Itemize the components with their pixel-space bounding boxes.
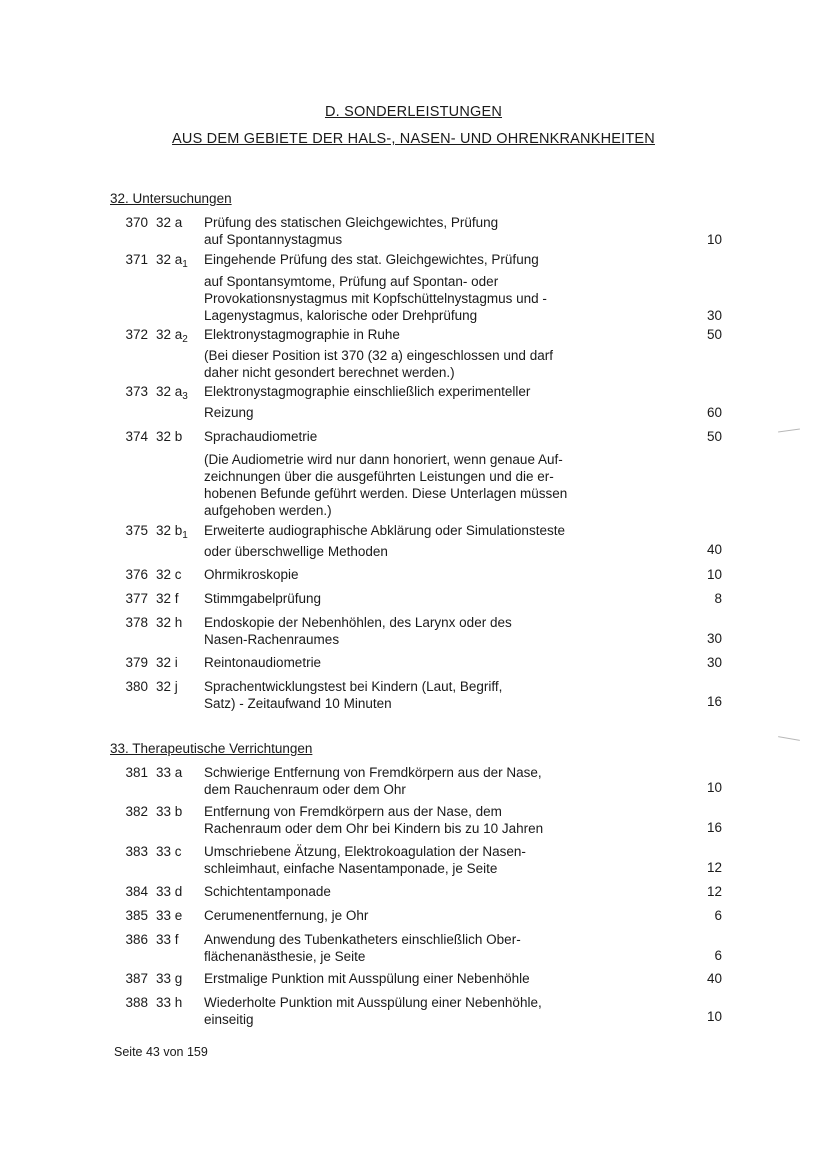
points-value: 10: [706, 232, 722, 247]
position-number: 382: [125, 804, 148, 819]
tariff-code: 32 j: [156, 679, 178, 694]
service-description-continued: Reizung: [204, 405, 254, 420]
tariff-code: 32 $a_2$: [156, 327, 188, 345]
position-number: 371: [125, 252, 148, 267]
service-description: Entfernung von Fremdkörpern aus der Nase, dem Rachenraum oder dem Ohr bei Kindern bis zu 10 Jahren: [204, 804, 544, 836]
service-description: Erweiterte audiographische Abklärung oder Simulationsteste: [204, 523, 565, 538]
service-description: Wiederholte Punktion mit Ausspülung einer Nebenhöhle, einseitig: [204, 995, 542, 1027]
position-number: 378: [125, 615, 148, 630]
position-number: 381: [125, 765, 148, 780]
points-value: 6: [714, 948, 722, 963]
position-number: 388: [125, 995, 148, 1010]
points-value: 30: [706, 655, 722, 670]
service-description: Anwendung des Tubenkatheters einschließlich Ober- flächenanästhesie, je Seite: [204, 932, 521, 964]
tariff-code: 32 h: [156, 615, 183, 630]
points-value: 6: [714, 908, 722, 923]
tariff-code: 32 f: [156, 591, 179, 606]
points-value: 30: [706, 631, 722, 646]
service-description: Stimmgabelprüfung: [204, 591, 322, 606]
points-value: 8: [714, 591, 722, 606]
tariff-code: 32 a: [156, 215, 183, 230]
points-value: 16: [706, 820, 722, 835]
tariff-code: 33 d: [156, 884, 183, 899]
service-description: Erstmalige Punktion mit Ausspülung einer Nebenhöhle: [204, 971, 530, 986]
points-value: 10: [706, 780, 722, 795]
service-description: Eingehende Prüfung des stat. Gleichgewichtes, Prüfung: [204, 252, 539, 267]
service-description: Endoskopie der Nebenhöhlen, des Larynx oder des Nasen-Rachenraumes: [204, 615, 512, 647]
position-number: 386: [125, 932, 148, 947]
service-description: Elektronystagmographie in Ruhe: [204, 327, 400, 342]
service-description: Umschriebene Ätzung, Elektrokoagulation der Nasen- schleimhaut, einfache Nasentamponade, je Seite: [204, 844, 526, 876]
page-footer: Seite 43 von 159: [114, 1045, 208, 1059]
tariff-code: 33 e: [156, 908, 183, 923]
service-description: Ohrmikroskopie: [204, 567, 299, 582]
service-description-continued: auf Spontansymtome, Prüfung auf Spontan- oder Provokationsnystagmus mit Kopfschüttelnystagmus und - Lagenystagmus, kalorische oder Drehprüfung: [204, 274, 547, 323]
position-number: 370: [125, 215, 148, 230]
points-value: 50: [706, 429, 722, 444]
tariff-code: 33 f: [156, 932, 179, 947]
points-value: 50: [706, 327, 722, 342]
section-heading-33: 33. Therapeutische Verrichtungen: [110, 741, 313, 756]
scan-artifact-mark: [778, 428, 800, 432]
section-heading-32: 32. Untersuchungen: [110, 191, 232, 206]
service-description: Sprachaudiometrie: [204, 429, 318, 444]
tariff-code: 33 a: [156, 765, 183, 780]
position-number: 380: [125, 679, 148, 694]
service-description: Elektronystagmographie einschließlich experimenteller: [204, 384, 531, 399]
service-description: Cerumenentfernung, je Ohr: [204, 908, 369, 923]
tariff-code: 33 b: [156, 804, 183, 819]
tariff-code: 32 i: [156, 655, 178, 670]
service-description: Reintonaudiometrie: [204, 655, 322, 670]
points-value: 12: [706, 860, 722, 875]
tariff-code: 33 c: [156, 844, 182, 859]
points-value: 60: [706, 405, 722, 420]
points-value: 30: [706, 308, 722, 323]
position-number: 376: [125, 567, 148, 582]
points-value: 16: [706, 694, 722, 709]
position-number: 387: [125, 971, 148, 986]
position-number: 384: [125, 884, 148, 899]
points-value: 40: [706, 971, 722, 986]
service-description-continued: oder überschwellige Methoden: [204, 544, 388, 559]
tariff-code: 32 $b_1$: [156, 523, 188, 541]
position-number: 377: [125, 591, 148, 606]
service-description: Schichtentamponade: [204, 884, 331, 899]
position-number: 373: [125, 384, 148, 399]
service-note: (Bei dieser Position ist 370 (32 a) eingeschlossen und darf daher nicht gesondert berechnet werden.): [204, 348, 553, 380]
points-value: 12: [706, 884, 722, 899]
position-number: 374: [125, 429, 148, 444]
service-description: Schwierige Entfernung von Fremdkörpern aus der Nase, dem Rauchenraum oder dem Ohr: [204, 765, 542, 797]
scan-artifact-mark: [778, 736, 800, 741]
tariff-code: 33 g: [156, 971, 183, 986]
tariff-code: 32 c: [156, 567, 182, 582]
service-description: Sprachentwicklungstest bei Kindern (Laut, Begriff, Satz) - Zeitaufwand 10 Minuten: [204, 679, 503, 711]
points-value: 10: [706, 1009, 722, 1024]
position-number: 383: [125, 844, 148, 859]
position-number: 379: [125, 655, 148, 670]
title-line-2: AUS DEM GEBIETE DER HALS-, NASEN- UND OHRENKRANKHEITEN: [172, 131, 655, 147]
points-value: 40: [706, 542, 722, 557]
position-number: 375: [125, 523, 148, 538]
points-value: 10: [706, 567, 722, 582]
service-description: Prüfung des statischen Gleichgewichtes, Prüfung auf Spontannystagmus: [204, 215, 499, 247]
service-note: (Die Audiometrie wird nur dann honoriert, wenn genaue Auf- zeichnungen über die ausgeführten Leistungen und die er- hobenen Befunde geführt werden. Diese Unterlagen müssen aufgehoben werden.): [204, 452, 568, 518]
tariff-code: 32 $a_1$: [156, 252, 188, 270]
tariff-code: 33 h: [156, 995, 183, 1010]
position-number: 372: [125, 327, 148, 342]
title-line-1: D. SONDERLEISTUNGEN: [324, 104, 503, 120]
tariff-code: 32 b: [156, 429, 183, 444]
tariff-code: 32 $a_3$: [156, 384, 188, 402]
position-number: 385: [125, 908, 148, 923]
